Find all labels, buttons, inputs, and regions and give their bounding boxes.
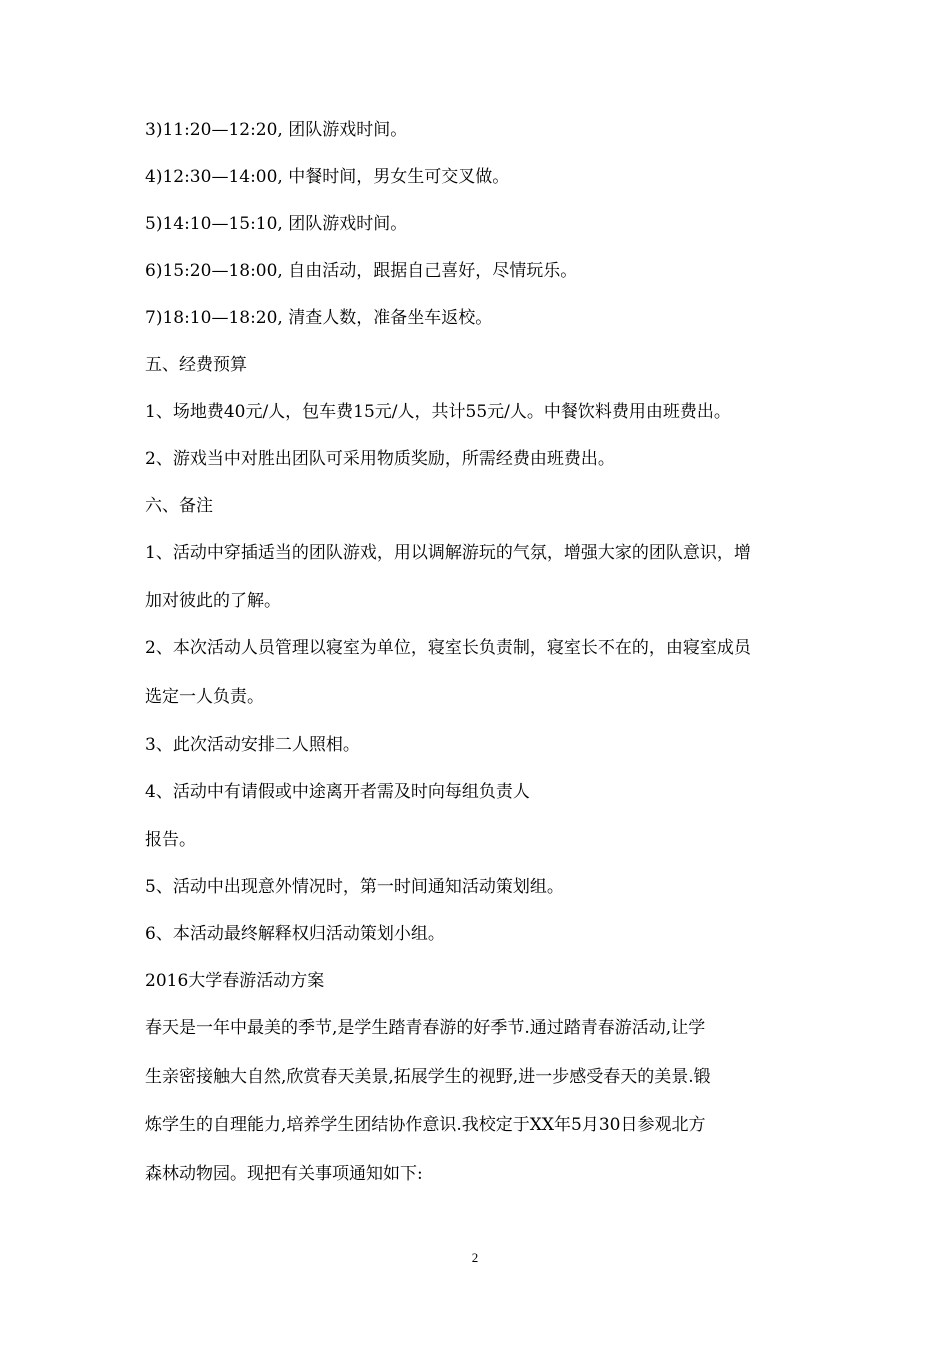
schedule-item-7: 7)18:10—18:20, 清查人数，准备坐车返校。 (145, 308, 493, 328)
budget-item-1: 1、场地费40元/人，包车费15元/人，共计55元/人。中餐饮料费用由班费出。 (145, 402, 731, 422)
paragraph-line-1: 春天是一年中最美的季节,是学生踏青春游的好季节.通过踏青春游活动,让学 (145, 1018, 706, 1038)
plan-title: 2016大学春游活动方案 (145, 971, 325, 991)
section-heading-notes: 六、备注 (145, 496, 213, 516)
paragraph-line-4: 森林动物园。现把有关事项通知如下: (145, 1164, 423, 1184)
note-item-2-continued: 选定一人负责。 (145, 687, 264, 707)
page-number: 2 (471, 1250, 479, 1265)
note-item-5: 5、活动中出现意外情况时，第一时间通知活动策划组。 (145, 877, 564, 897)
paragraph-line-2: 生亲密接触大自然,欣赏春天美景,拓展学生的视野,进一步感受春天的美景.锻 (145, 1067, 711, 1087)
note-item-1: 1、活动中穿插适当的团队游戏，用以调解游玩的气氛，增强大家的团队意识，增 (145, 543, 751, 563)
schedule-item-6: 6)15:20—18:00, 自由活动，跟据自己喜好，尽情玩乐。 (145, 261, 578, 281)
note-item-6: 6、本活动最终解释权归活动策划小组。 (145, 924, 445, 944)
budget-item-2: 2、游戏当中对胜出团队可采用物质奖励，所需经费由班费出。 (145, 449, 615, 469)
schedule-item-5: 5)14:10—15:10, 团队游戏时间。 (145, 214, 408, 234)
note-item-4: 4、活动中有请假或中途离开者需及时向每组负责人 (145, 782, 530, 802)
schedule-item-4: 4)12:30—14:00, 中餐时间，男女生可交叉做。 (145, 167, 510, 187)
paragraph-line-3: 炼学生的自理能力,培养学生团结协作意识.我校定于XX年5月30日参观北方 (145, 1115, 706, 1135)
note-item-4-continued: 报告。 (145, 830, 196, 850)
note-item-1-continued: 加对彼此的了解。 (145, 591, 281, 611)
schedule-item-3: 3)11:20—12:20, 团队游戏时间。 (145, 120, 408, 140)
section-heading-budget: 五、经费预算 (145, 355, 247, 375)
note-item-2: 2、本次活动人员管理以寝室为单位，寝室长负责制，寝室长不在的，由寝室成员 (145, 638, 751, 658)
note-item-3: 3、此次活动安排二人照相。 (145, 735, 360, 755)
